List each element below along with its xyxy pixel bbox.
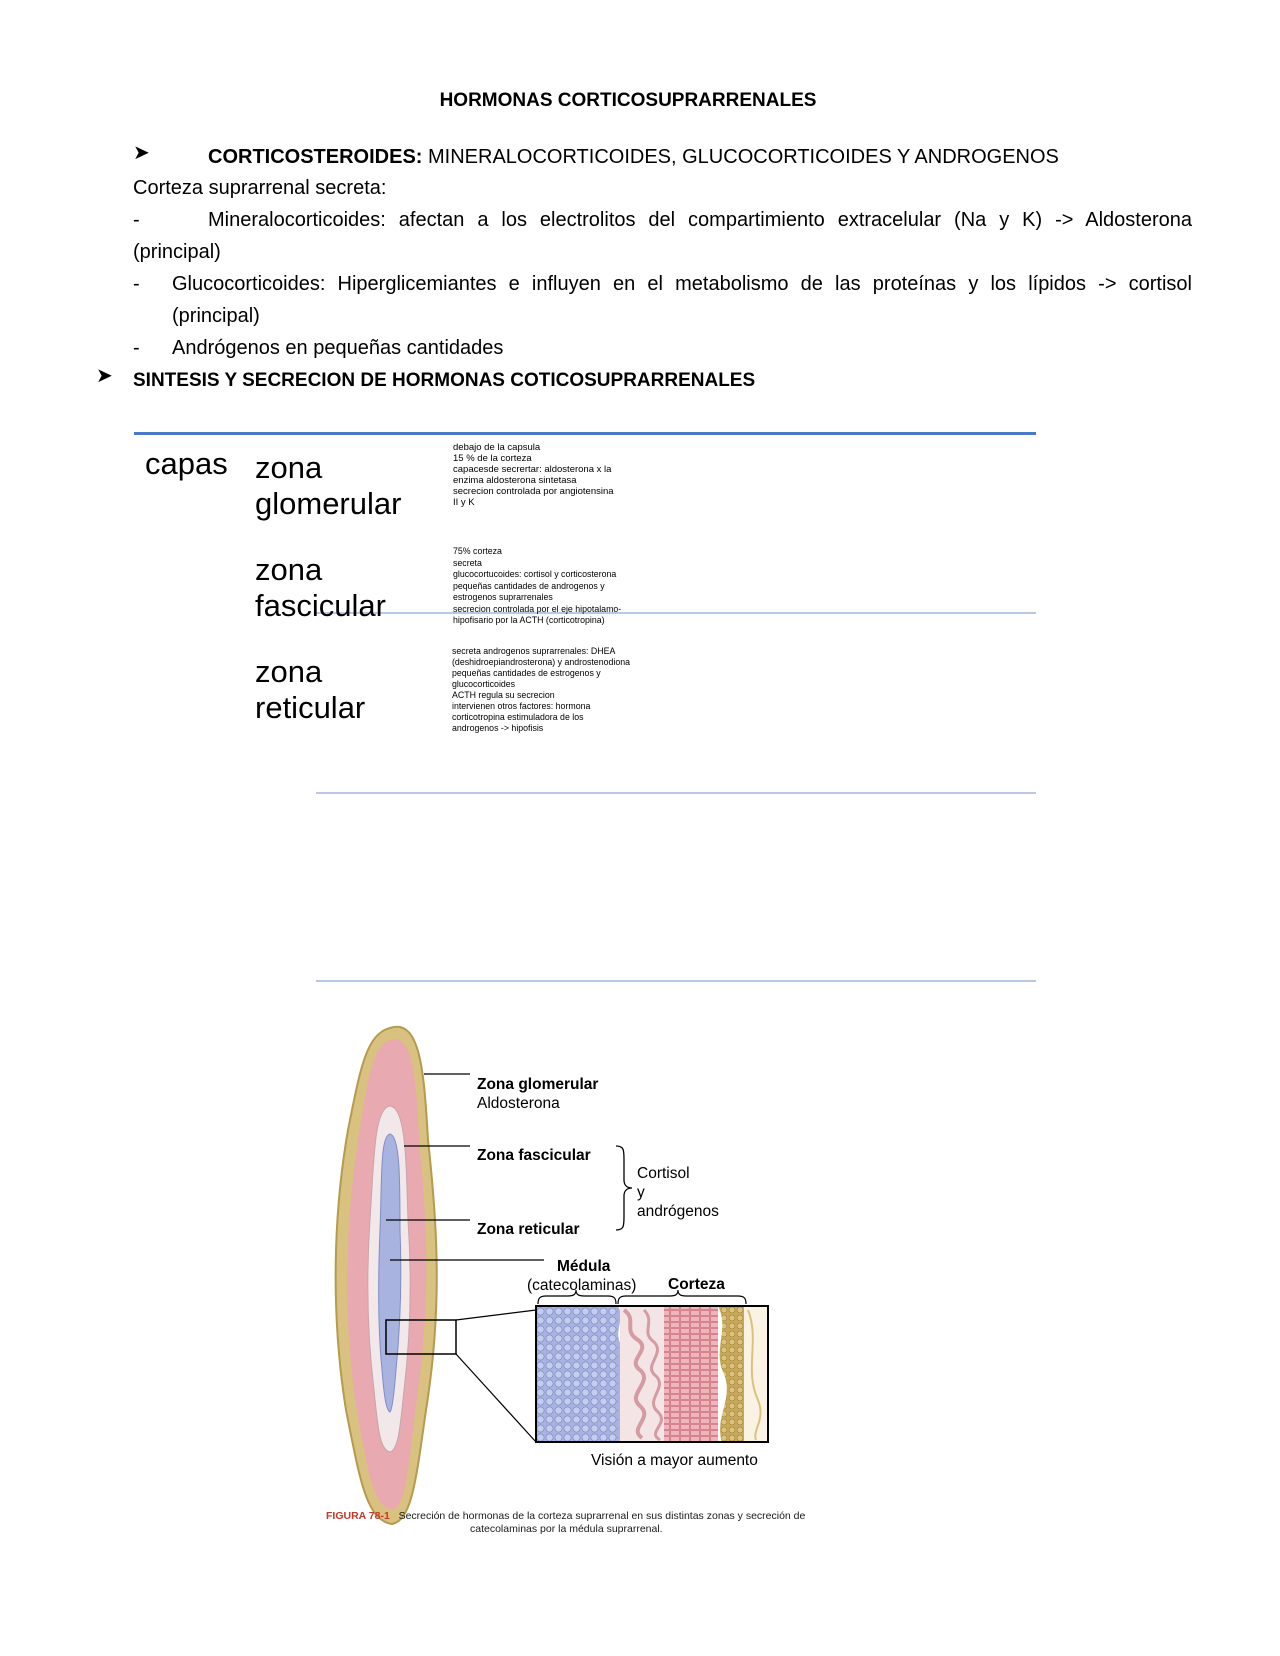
intro-text: Corteza suprarrenal secreta: — [133, 177, 387, 199]
section-heading: SINTESIS Y SECRECION DE HORMONAS COTICOSUPRARRENALES — [133, 370, 756, 391]
zone-fascicular-title — [255, 552, 386, 624]
note-line: pequeñas cantidades de androgenos y — [453, 580, 605, 591]
smartart-line-2 — [316, 792, 1036, 794]
item-1-line1: Mineralocorticoides: afectan a los electrolitos del compartimiento extracelular (Na y K) -> Aldosterona — [208, 209, 1192, 231]
dash-3: - — [133, 337, 140, 359]
note-line: 15 % de la corteza — [453, 453, 532, 464]
zone-fascicular-notes — [453, 546, 653, 627]
note-line: ACTH regula su secrecion — [452, 690, 555, 700]
zone-glomerular-notes — [453, 442, 653, 508]
note-line: intervienen otros factores: hormona — [452, 701, 591, 711]
note-line: secreta androgenos suprarrenales: DHEA — [452, 646, 616, 656]
note-line: glucocorticoides — [452, 679, 516, 689]
smartart-line-1 — [316, 612, 1036, 614]
smartart-root-capas: capas — [145, 446, 228, 481]
label-zona-fascicular: Zona fascicular — [477, 1147, 591, 1164]
label-zona-reticular: Zona reticular — [477, 1221, 580, 1238]
dash-2: - — [133, 273, 140, 295]
note-line: corticotropina estimuladora de los — [452, 712, 584, 722]
zone-name-line: zona — [255, 654, 323, 689]
caption-label: FIGURA 78-1 — [326, 1510, 390, 1522]
dash-1: - — [133, 209, 140, 231]
note-line: (deshidroepiandrosterona) y androstenodiona — [452, 657, 631, 667]
label-cortisol-androgenos — [637, 1164, 719, 1221]
note-line: hipofisario por la ACTH (corticotropina) — [453, 615, 605, 625]
item-2-line1: Glucocorticoides: Hiperglicemiantes e influyen en el metabolismo de las proteínas y los lípidos -> cortisol — [172, 273, 1192, 295]
label-corteza: Corteza — [668, 1276, 725, 1293]
caption-text-2: catecolaminas por la médula suprarrenal. — [470, 1523, 663, 1535]
note-line: debajo de la capsula — [453, 442, 541, 453]
label-line: Cortisol — [637, 1165, 690, 1182]
figure-caption — [326, 1510, 805, 1522]
note-line: enzima aldosterona sintetasa — [453, 475, 577, 486]
zone-name-line: zona — [255, 450, 323, 485]
bullet-corticosteroides — [208, 145, 1059, 169]
label-vision: Visión a mayor aumento — [591, 1452, 758, 1469]
note-line: androgenos -> hipofisis — [452, 723, 544, 733]
zoom-panel — [536, 1306, 768, 1442]
caption-text-1: Secreción de hormonas de la corteza suprarrenal en sus distintas zonas y secreción de — [398, 1510, 806, 1522]
label-aldosterona: Aldosterona — [477, 1095, 560, 1112]
zone-name-line: zona — [255, 552, 323, 587]
arrow-bullet-icon: ➤ — [133, 142, 150, 164]
item-1-line2: (principal) — [133, 241, 221, 263]
zone-reticular-notes — [452, 646, 652, 734]
label-line: y — [637, 1184, 645, 1201]
bullet-heading: CORTICOSTEROIDES: — [208, 146, 423, 168]
document-title: HORMONAS CORTICOSUPRARRENALES — [439, 90, 817, 111]
item-3-line1: Andrógenos en pequeñas cantidades — [172, 337, 504, 359]
note-line: II y K — [453, 497, 475, 508]
smartart-line-3 — [316, 980, 1036, 982]
note-line: 75% corteza — [453, 546, 502, 556]
label-line: andrógenos — [637, 1203, 719, 1220]
zone-name-line: fascicular — [255, 588, 386, 623]
zone-reticular-title — [255, 654, 365, 726]
bullet-text: MINERALOCORTICOIDES, GLUCOCORTICOIDES Y ANDROGENOS — [422, 146, 1059, 168]
zone-glomerular-title — [255, 450, 401, 522]
zone-name-line: glomerular — [255, 486, 402, 521]
zone-name-line: reticular — [255, 690, 366, 725]
note-line: secreta — [453, 557, 482, 568]
note-line: pequeñas cantidades de estrogenos y — [452, 668, 601, 678]
item-2-line2: (principal) — [172, 305, 260, 327]
label-zona-glomerular: Zona glomerular — [477, 1076, 599, 1093]
note-line: glucocortucoides: cortisol y corticosterona — [453, 569, 617, 579]
label-medula: Médula — [557, 1258, 611, 1275]
note-line: estrogenos suprarrenales — [453, 592, 553, 602]
note-line: secrecion controlada por angiotensina — [453, 486, 614, 497]
note-line: capacesde secrertar: aldosterona x la — [453, 464, 612, 475]
arrow-bullet-icon: ➤ — [96, 365, 113, 387]
note-line: secrecion controlada por el eje hipotalamo- — [453, 603, 622, 614]
smartart-top-line — [134, 432, 1036, 435]
label-catecolaminas: (catecolaminas) — [527, 1277, 637, 1294]
